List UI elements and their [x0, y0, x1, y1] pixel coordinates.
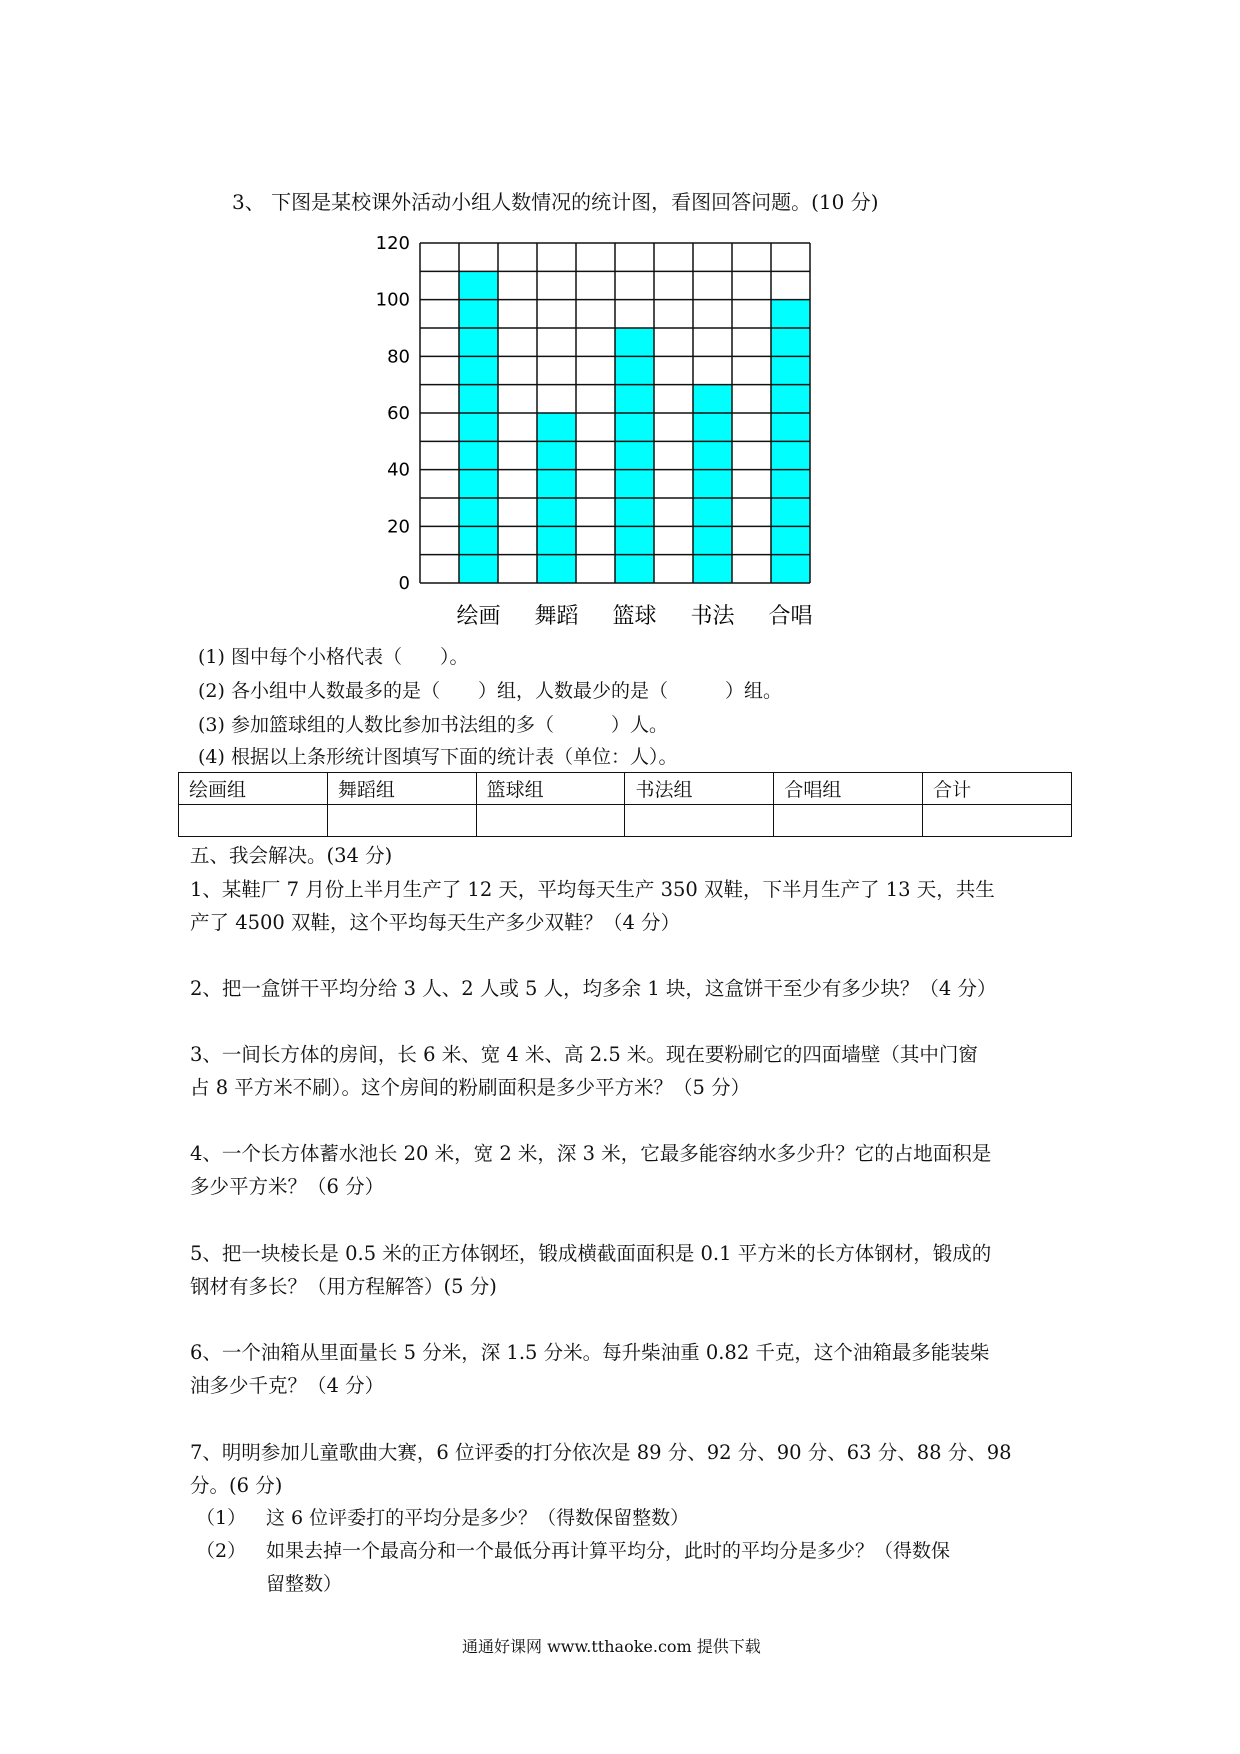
footer-source: 通通好课网 www.tthaoke.com 提供下载	[462, 1637, 761, 1656]
problem-7-sub1-number: （1）	[196, 1507, 247, 1529]
table-header-cell: 舞蹈组	[327, 773, 476, 805]
y-tick-label: 80	[387, 346, 410, 368]
table-header-cell: 绘画组	[179, 773, 328, 805]
problem-7-line1: 7、明明参加儿童歌曲大赛，6 位评委的打分依次是 89 分、92 分、90 分、63 分、88 分、98	[190, 1441, 1012, 1464]
problem-7-line2: 分。(6 分)	[190, 1474, 283, 1497]
problem-3-line1: 3、一间长方体的房间，长 6 米、宽 4 米、高 2.5 米。现在要粉刷它的四面墙壁（其中门窗	[190, 1043, 978, 1066]
y-tick-label: 60	[387, 403, 410, 424]
table-answer-cell[interactable]	[923, 805, 1072, 837]
y-tick-label: 0	[398, 573, 410, 594]
problem-5-line2: 钢材有多长？（用方程解答）(5 分)	[190, 1275, 497, 1298]
problem-2: 2、把一盒饼干平均分给 3 人、2 人或 5 人，均多余 1 块，这盒饼干至少有多少块？（4 分）	[190, 977, 997, 1000]
bar-chart	[370, 228, 830, 628]
table-header-cell: 书法组	[625, 773, 774, 805]
problem-6-line1: 6、一个油箱从里面量长 5 分米，深 1.5 分米。每升柴油重 0.82 千克，这个油箱最多能装柴	[190, 1341, 990, 1364]
question-3-sub2: (2) 各小组中人数最多的是（ ）组，人数最少的是（ ）组。	[198, 680, 782, 702]
section-5-title: 五、我会解决。(34 分)	[190, 844, 393, 867]
problem-1-line1: 1、某鞋厂 7 月份上半月生产了 12 天，平均每天生产 350 双鞋，下半月生产了 13 天，共生	[190, 878, 995, 901]
problem-7-sub2-line2: 留整数）	[266, 1573, 343, 1595]
question-3-sub1: (1) 图中每个小格代表（ ）。	[198, 646, 469, 668]
problem-4-line2: 多少平方米？（6 分）	[190, 1175, 385, 1198]
y-tick-label: 120	[375, 233, 410, 254]
table-header-cell: 合唱组	[774, 773, 923, 805]
table-answer-cell[interactable]	[774, 805, 923, 837]
y-tick-label: 40	[387, 459, 410, 481]
category-label: 书法	[690, 604, 735, 628]
statistics-table	[178, 772, 1072, 837]
table-answer-cell[interactable]	[476, 805, 625, 837]
problem-7-sub2-line1: 如果去掉一个最高分和一个最低分再计算平均分，此时的平均分是多少？（得数保	[266, 1540, 951, 1562]
y-tick-label: 20	[387, 516, 410, 538]
problem-1-line2: 产了 4500 双鞋，这个平均每天生产多少双鞋？（4 分）	[190, 911, 681, 934]
table-header-row	[179, 773, 1072, 805]
table-header-cell: 合计	[923, 773, 1072, 805]
problem-7-sub2-number: （2）	[196, 1540, 247, 1562]
table-answer-row	[179, 805, 1072, 837]
category-label: 篮球	[612, 604, 657, 628]
question-3-title: 3、 下图是某校课外活动小组人数情况的统计图，看图回答问题。(10 分)	[232, 190, 879, 214]
problem-4-line1: 4、一个长方体蓄水池长 20 米，宽 2 米，深 3 米，它最多能容纳水多少升？它的占地面积是	[190, 1142, 992, 1165]
bar-书法	[693, 385, 732, 583]
problem-7-sub1: 这 6 位评委打的平均分是多少？（得数保留整数）	[266, 1507, 690, 1529]
bar-绘画	[459, 271, 498, 583]
category-label: 舞蹈	[534, 604, 579, 628]
bar-篮球	[615, 328, 654, 583]
table-answer-cell[interactable]	[625, 805, 774, 837]
table-answer-cell[interactable]	[327, 805, 476, 837]
y-tick-label: 100	[375, 289, 410, 311]
problem-3-line2: 占 8 平方米不刷）。这个房间的粉刷面积是多少平方米？（5 分）	[190, 1076, 751, 1099]
category-label: 绘画	[456, 604, 501, 628]
category-label: 合唱	[768, 604, 813, 628]
problem-6-line2: 油多少千克？（4 分）	[190, 1374, 385, 1397]
question-3-sub4: (4) 根据以上条形统计图填写下面的统计表（单位：人）。	[198, 746, 678, 768]
table-header-cell: 篮球组	[476, 773, 625, 805]
problem-5-line1: 5、把一块棱长是 0.5 米的正方体钢坯，锻成横截面面积是 0.1 平方米的长方体钢材，锻成的	[190, 1242, 992, 1265]
table-answer-cell[interactable]	[179, 805, 328, 837]
question-3-sub3: (3) 参加篮球组的人数比参加书法组的多（ ）人。	[198, 714, 668, 736]
